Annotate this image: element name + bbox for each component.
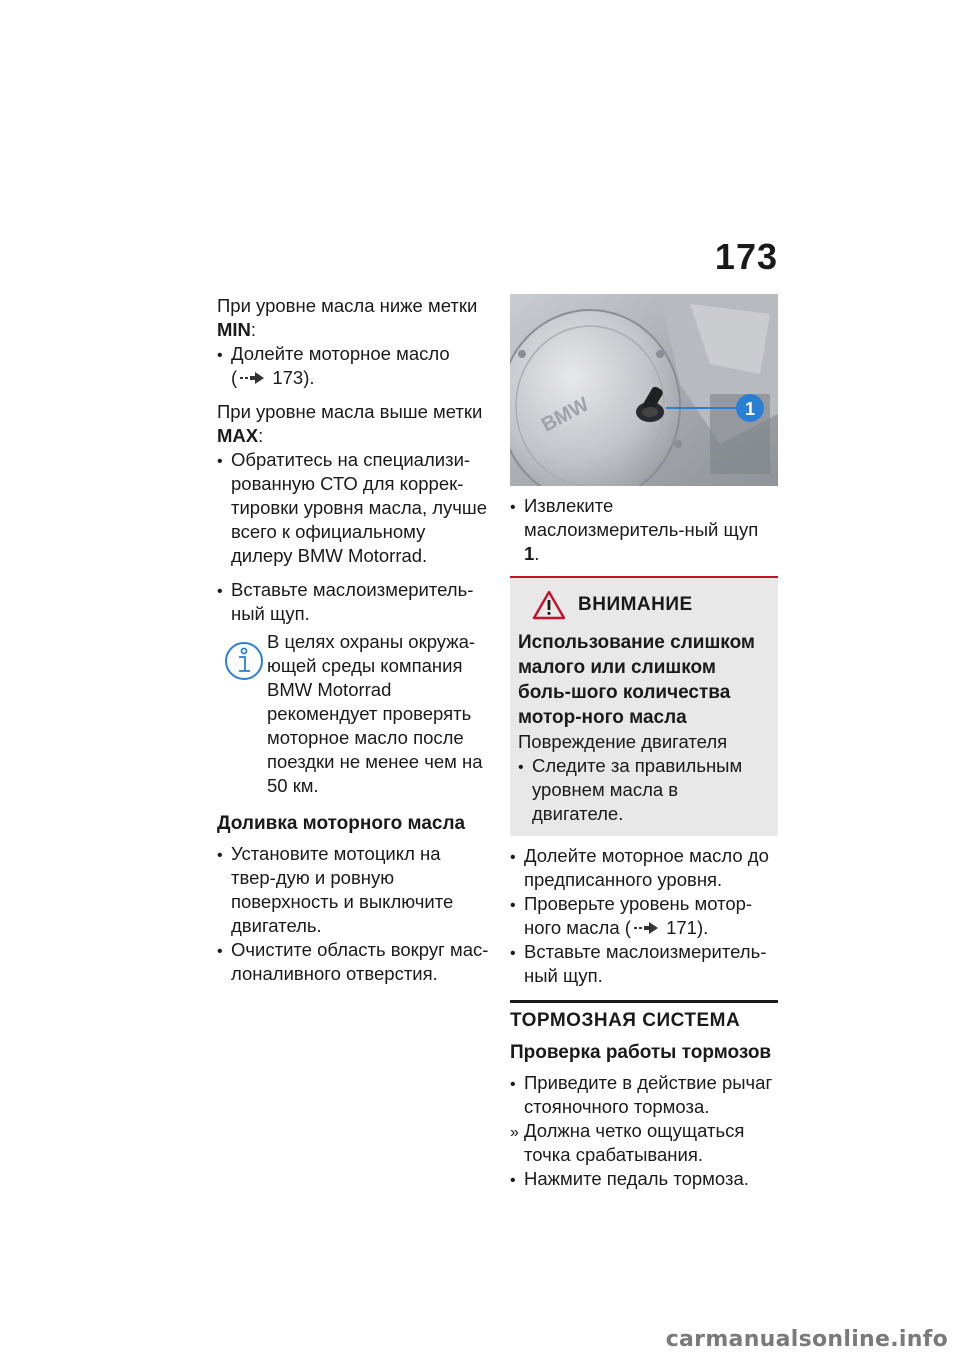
photo-brand-text: BMW: [538, 393, 593, 437]
min-label: MIN: [217, 319, 251, 340]
info-text: В целях охраны окружа-ющей среды компания BMW Motorrad рекомендует проверять моторное масло после поездки не менее чем на 50 км.: [267, 631, 483, 796]
engine-illustration: [510, 294, 778, 486]
list-item: • Установите мотоцикл на твер-дую и ровную поверхность и выключите двигатель.: [217, 842, 489, 938]
max-intro: При уровне масла выше метки MAX:: [217, 401, 483, 446]
section-heading: ТОРМОЗНАЯ СИСТЕМА: [510, 1000, 778, 1033]
watermark: carmanualsonline.info: [665, 1327, 948, 1352]
list-item: • Нажмите педаль тормоза.: [510, 1167, 778, 1191]
left-column: [217, 294, 489, 986]
page-number: 173: [714, 236, 778, 277]
sub-heading: Проверка работы тормозов: [510, 1042, 772, 1063]
page-reference-arrow-icon: [239, 371, 265, 385]
photo-callout-number: 1: [744, 399, 756, 419]
info-note: [217, 630, 489, 798]
list-item: • Очистите область вокруг мас-лоналивного отверстия.: [217, 938, 489, 986]
right-column: [510, 294, 778, 1191]
refill-heading: Доливка моторного масла: [217, 813, 466, 834]
list-item: • Обратитесь на специализи-рованную СТО для коррек-тировки уровня масла, лучше всего к официальному дилеру BMW Motorrad.: [217, 448, 489, 568]
page-reference-arrow-icon: [633, 921, 659, 935]
engine-photo: [510, 294, 778, 486]
list-item: • Долейте моторное масло до предписанного уровня.: [510, 844, 778, 892]
min-intro: При уровне масла ниже метки MIN:: [217, 295, 478, 340]
warning-consequence: Повреждение двигателя: [518, 731, 728, 752]
list-item: • Вставьте маслоизмеритель-ный щуп.: [217, 578, 489, 626]
list-item: • Извлеките маслоизмеритель-ный щуп 1.: [510, 494, 778, 566]
list-item: • Приведите в действие рычаг стояночного тормоза.: [510, 1071, 778, 1119]
page-reference[interactable]: 173: [272, 367, 304, 388]
warning-heading: Использование слишком малого или слишком боль-шого количества мотор-ного масла: [518, 632, 755, 728]
list-item: • Долейте моторное масло ( 173).: [217, 342, 489, 390]
result-item: » Должна четко ощущаться точка срабатывания.: [510, 1119, 778, 1167]
page-reference[interactable]: 171: [666, 917, 697, 938]
list-item: • Проверьте уровень мотор-ного масла ( 171).: [510, 892, 778, 940]
warning-title: ВНИМАНИЕ: [578, 594, 693, 615]
warning-triangle-icon: [532, 590, 566, 620]
max-label: MAX: [217, 425, 259, 446]
warning-box: [510, 576, 778, 836]
warning-action: • Следите за правильным уровнем масла в двигателе.: [518, 754, 770, 826]
list-item: • Вставьте маслоизмеритель-ный щуп.: [510, 940, 778, 988]
info-icon: [223, 640, 265, 682]
